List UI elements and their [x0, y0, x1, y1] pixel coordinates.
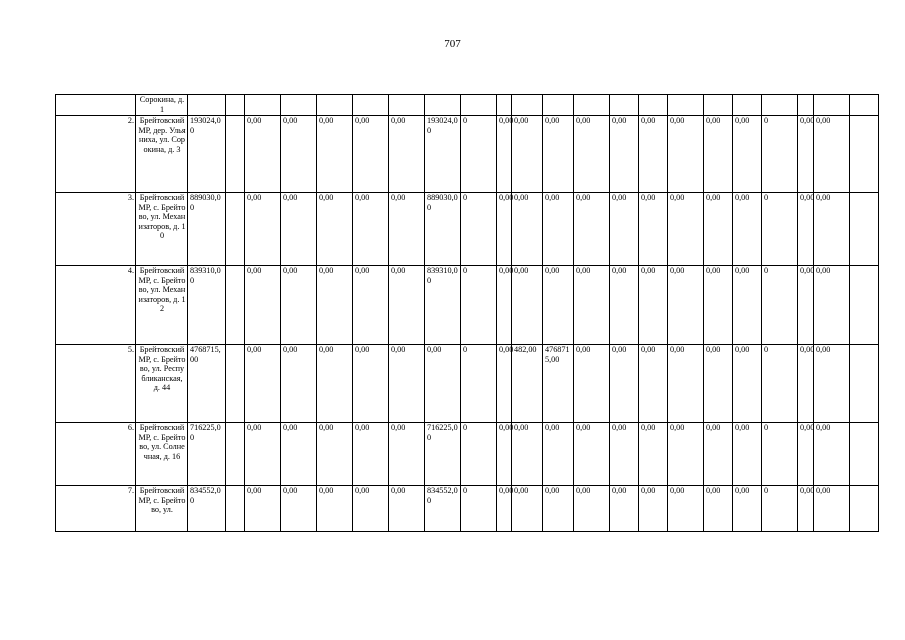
address-cell: Брейтовский МР, с. Брейтово, ул. Республиканская, д. 44 — [136, 345, 188, 423]
value-cell: 193024,00 — [188, 116, 226, 193]
page-number: 707 — [444, 38, 461, 50]
table-row — [56, 116, 879, 193]
value-cell: 0,00 — [733, 116, 762, 193]
value-cell: 0,00 — [512, 423, 543, 486]
value-cell: 0,00 — [281, 266, 317, 345]
cell — [56, 95, 136, 116]
cell — [389, 95, 425, 116]
cell — [461, 95, 497, 116]
value-cell: 0 — [461, 193, 497, 266]
value-cell: 0,00 — [245, 193, 281, 266]
value-cell: 0,00 — [639, 266, 668, 345]
value-cell: 0,00 — [512, 266, 543, 345]
cell — [574, 95, 610, 116]
value-cell: 0,00 — [353, 345, 389, 423]
value-cell: 0,00 — [574, 423, 610, 486]
value-cell: 0,00 — [610, 423, 639, 486]
value-cell: 0,00 — [245, 116, 281, 193]
value-cell: 0,00 — [353, 486, 389, 532]
value-cell: 0,00 — [668, 486, 704, 532]
cell — [850, 116, 879, 193]
cell — [353, 95, 389, 116]
value-cell: 0,00 — [798, 266, 814, 345]
value-cell: 0,00 — [497, 193, 512, 266]
value-cell: 0 — [762, 423, 798, 486]
table-row — [56, 193, 879, 266]
table-row — [56, 266, 879, 345]
value-cell: 0,00 — [425, 345, 461, 423]
value-cell: 0,00 — [704, 423, 733, 486]
value-cell: 0,00 — [353, 266, 389, 345]
value-cell: 716225,00 — [188, 423, 226, 486]
value-cell: 0,00 — [497, 486, 512, 532]
row-number-cell: 2. — [56, 116, 136, 193]
value-cell: 0 — [461, 116, 497, 193]
value-cell: 0,00 — [281, 486, 317, 532]
value-cell: 0,00 — [639, 116, 668, 193]
address-cell: Брейтовский МР, с. Брейтово, ул. — [136, 486, 188, 532]
cell — [497, 95, 512, 116]
cell — [850, 193, 879, 266]
value-cell: 0,00 — [281, 345, 317, 423]
value-cell: 0,00 — [733, 423, 762, 486]
value-cell: 0 — [461, 266, 497, 345]
value-cell: 0,00 — [704, 266, 733, 345]
value-cell: 0,00 — [733, 193, 762, 266]
value-cell: 0,00 — [704, 486, 733, 532]
value-cell: 0,00 — [389, 486, 425, 532]
value-cell: 0,00 — [814, 266, 850, 345]
cell — [543, 95, 574, 116]
cell — [188, 95, 226, 116]
value-cell: 0,00 — [281, 116, 317, 193]
value-cell: 0,00 — [317, 266, 353, 345]
value-cell: 0,00 — [543, 423, 574, 486]
value-cell: 0,00 — [389, 266, 425, 345]
value-cell: 0,00 — [814, 116, 850, 193]
value-cell: 0,00 — [245, 486, 281, 532]
value-cell: 0 — [461, 486, 497, 532]
value-cell: 0,00 — [814, 193, 850, 266]
value-cell — [226, 266, 245, 345]
value-cell: 0,00 — [389, 193, 425, 266]
value-cell: 716225,00 — [425, 423, 461, 486]
value-cell: 0,00 — [733, 345, 762, 423]
row-number-cell: 7. — [56, 486, 136, 532]
value-cell: 0,00 — [798, 345, 814, 423]
value-cell: 0,00 — [733, 266, 762, 345]
value-cell: 889030,00 — [188, 193, 226, 266]
address-cell: Брейтовский МР, с. Брейтово, ул. Механизаторов, д. 12 — [136, 266, 188, 345]
cell — [850, 266, 879, 345]
value-cell — [226, 486, 245, 532]
value-cell: 0,00 — [512, 193, 543, 266]
value-cell: 0,00 — [814, 345, 850, 423]
value-cell: 0,00 — [798, 193, 814, 266]
cell — [850, 423, 879, 486]
value-cell: 0,00 — [668, 345, 704, 423]
value-cell: 0,00 — [574, 193, 610, 266]
value-cell: 4768715,00 — [188, 345, 226, 423]
row-number-cell: 6. — [56, 423, 136, 486]
cell — [733, 95, 762, 116]
value-cell: 0,00 — [389, 116, 425, 193]
value-cell: 0,00 — [574, 486, 610, 532]
value-cell: 0 — [762, 266, 798, 345]
value-cell: 834552,00 — [188, 486, 226, 532]
value-cell: 0,00 — [574, 266, 610, 345]
row-number-cell: 3. — [56, 193, 136, 266]
value-cell: 0,00 — [639, 345, 668, 423]
value-cell — [226, 423, 245, 486]
value-cell: 0 — [762, 486, 798, 532]
value-cell: 482,00 — [512, 345, 543, 423]
cell — [317, 95, 353, 116]
cell — [762, 95, 798, 116]
value-cell: 0,00 — [512, 116, 543, 193]
value-cell: 839310,00 — [425, 266, 461, 345]
value-cell: 0,00 — [353, 193, 389, 266]
value-cell: 0,00 — [668, 266, 704, 345]
cell — [850, 95, 879, 116]
value-cell: 889030,00 — [425, 193, 461, 266]
value-cell: 0,00 — [543, 193, 574, 266]
value-cell: 0,00 — [353, 423, 389, 486]
value-cell: 193024,00 — [425, 116, 461, 193]
value-cell: 0,00 — [543, 486, 574, 532]
value-cell: 0 — [461, 345, 497, 423]
value-cell: 0,00 — [497, 266, 512, 345]
value-cell: 0,00 — [814, 486, 850, 532]
value-cell: 0,00 — [317, 345, 353, 423]
row-number-cell: 4. — [56, 266, 136, 345]
value-cell: 0,00 — [317, 116, 353, 193]
value-cell: 0,00 — [704, 116, 733, 193]
value-cell: 0,00 — [798, 423, 814, 486]
table-row-continuation — [56, 95, 879, 116]
address-cell: Брейтовский МР, с. Брейтово, ул. Механизаторов, д. 10 — [136, 193, 188, 266]
value-cell: 839310,00 — [188, 266, 226, 345]
value-cell — [226, 193, 245, 266]
value-cell: 0 — [762, 116, 798, 193]
value-cell: 0,00 — [389, 345, 425, 423]
cell — [639, 95, 668, 116]
value-cell: 0,00 — [317, 193, 353, 266]
value-cell: 0,00 — [317, 423, 353, 486]
value-cell: 0,00 — [610, 345, 639, 423]
value-cell: 0,00 — [610, 193, 639, 266]
value-cell: 0,00 — [639, 193, 668, 266]
value-cell: 0,00 — [814, 423, 850, 486]
value-cell: 0,00 — [281, 193, 317, 266]
value-cell: 0,00 — [639, 486, 668, 532]
cell — [610, 95, 639, 116]
table-row — [56, 345, 879, 423]
cell — [850, 345, 879, 423]
value-cell: 0,00 — [668, 193, 704, 266]
value-cell: 0,00 — [245, 423, 281, 486]
value-cell: 4768715,00 — [543, 345, 574, 423]
value-cell: 0,00 — [574, 345, 610, 423]
value-cell: 0,00 — [704, 345, 733, 423]
value-cell: 0,00 — [281, 423, 317, 486]
value-cell: 0 — [762, 193, 798, 266]
value-cell — [226, 116, 245, 193]
value-cell: 0,00 — [733, 486, 762, 532]
cell — [850, 486, 879, 532]
value-cell: 0 — [762, 345, 798, 423]
cell — [512, 95, 543, 116]
value-cell: 0,00 — [512, 486, 543, 532]
value-cell: 0,00 — [798, 486, 814, 532]
cell — [798, 95, 814, 116]
value-cell: 0,00 — [543, 116, 574, 193]
address-cell: Брейтовский МР, дер. Ульяниха, ул. Сорокина, д. 3 — [136, 116, 188, 193]
cell — [668, 95, 704, 116]
cell — [281, 95, 317, 116]
cell — [704, 95, 733, 116]
value-cell: 0,00 — [245, 345, 281, 423]
value-cell: 0,00 — [798, 116, 814, 193]
value-cell: 0,00 — [668, 116, 704, 193]
value-cell: 0,00 — [639, 423, 668, 486]
value-cell: 0,00 — [317, 486, 353, 532]
value-cell: 0,00 — [497, 116, 512, 193]
value-cell: 0,00 — [704, 193, 733, 266]
value-cell — [226, 345, 245, 423]
value-cell: 0,00 — [668, 423, 704, 486]
cell — [226, 95, 245, 116]
address-cell: Брейтовский МР, с. Брейтово, ул. Солнечная, д. 16 — [136, 423, 188, 486]
value-cell: 0,00 — [389, 423, 425, 486]
cell — [814, 95, 850, 116]
table-row — [56, 486, 879, 532]
value-cell: 0,00 — [245, 266, 281, 345]
address-cell: Сорокина, д. 1 — [136, 95, 188, 116]
value-cell: 0,00 — [497, 345, 512, 423]
row-number-cell: 5. — [56, 345, 136, 423]
table-row — [56, 423, 879, 486]
cell — [245, 95, 281, 116]
value-cell: 0,00 — [543, 266, 574, 345]
data-table — [55, 94, 879, 532]
cell — [425, 95, 461, 116]
value-cell: 0,00 — [610, 116, 639, 193]
value-cell: 0,00 — [574, 116, 610, 193]
value-cell: 834552,00 — [425, 486, 461, 532]
value-cell: 0,00 — [497, 423, 512, 486]
value-cell: 0,00 — [610, 266, 639, 345]
value-cell: 0,00 — [353, 116, 389, 193]
value-cell: 0,00 — [610, 486, 639, 532]
value-cell: 0 — [461, 423, 497, 486]
